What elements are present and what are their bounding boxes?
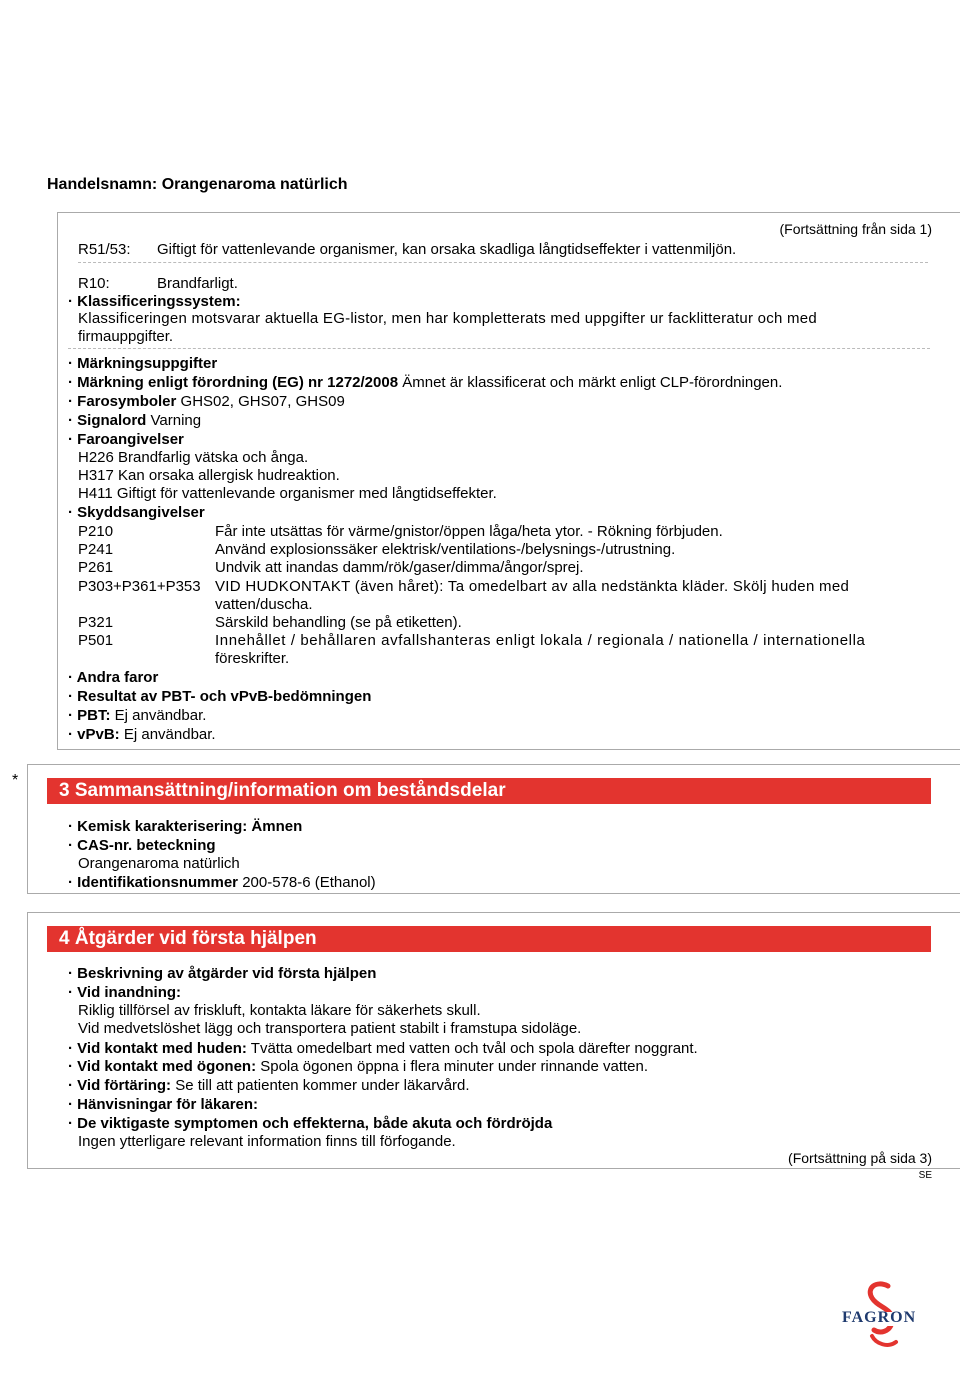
r51-code: R51/53: [78,241,131,258]
divider [68,348,930,349]
precaution-text-cont: vatten/duscha. [215,596,313,613]
pbt-label: · PBT: [68,707,111,724]
continued-to: (Fortsättning på sida 3) [788,1150,932,1166]
chem-characterization: · Kemisk karakterisering: Ämnen [68,818,303,835]
inhalation-text-2: Vid medvetslöshet lägg och transportera patient stabilt i framstupa sidoläge. [78,1020,582,1037]
print-date: Datum för utskrift: 21.12.2012 [721,102,932,119]
precaution-code: P303+P361+P353 [78,578,201,595]
precaution-code: P210 [78,523,114,540]
precaution-text: VID HUDKONTAKT (även håret): Ta omedelbart av alla nedstänkta kläder. Skölj huden med [215,578,850,595]
pictograms-label: · Farosymboler [68,393,177,410]
pbt-row [68,707,206,724]
signal-label: · Signalord [68,412,147,429]
precaution-text: Särskild behandling (se på etiketten). [215,614,462,631]
classification-text-2: firmauppgifter. [78,328,174,345]
change-marker: * [12,772,19,789]
precaution-text: Innehållet / behållaren avfallshanteras enligt lokala / regionala / nationella / internationella [215,632,866,649]
labelling-reg [68,374,782,391]
fagron-logo [836,1278,928,1364]
precaution-code: P261 [78,559,114,576]
id-text: 200-578-6 (Ethanol) [238,874,376,891]
precaution-label: · Skyddsangivelser [68,504,205,521]
precaution-code: P501 [78,632,114,649]
r10-text: Brandfarligt. [157,275,238,292]
symptoms-label: · De viktigaste symptomen och effekterna, både akuta och fördröjda [68,1115,553,1132]
vpvb-text: Ej användbar. [119,726,216,743]
language-code: SE [918,1170,932,1181]
symptoms-text: Ingen ytterligare relevant information finns till förfogande. [78,1133,456,1150]
signal-text: Varning [146,412,202,429]
r10-code: R10: [78,275,110,292]
classification-text: Klassificeringen motsvarar aktuella EG-listor, men har kompletterats med uppgifter ur facklitteratur och med [78,310,817,327]
cas-text: Orangenaroma natürlich [78,855,240,872]
doctor-label: · Hänvisningar för läkaren: [68,1096,259,1113]
id-label: · Identifikationsnummer [68,874,239,891]
hazard-label: · Faroangivelser [68,431,184,448]
precaution-text: Använd explosionssäker elektrisk/ventilations-/belysnings-/utrustning. [215,541,676,558]
precaution-text: Undvik att inandas damm/rök/gaser/dimma/ångor/sprej. [215,559,584,576]
precaution-code: P241 [78,541,114,558]
h317: H317 Kan orsaka allergisk hudreaktion. [78,467,340,484]
first-aid-desc-label: · Beskrivning av åtgärder vid första hjälpen [68,965,377,982]
skin-contact [68,1040,698,1057]
precaution-text-cont: föreskrifter. [215,650,290,667]
classification-label: · Klassificeringssystem: [68,293,241,310]
pictograms [68,393,345,410]
labelling-label: · Märkningsuppgifter [68,355,218,372]
precaution-code: P321 [78,614,114,631]
version-number: Versionsnummer 17 [789,140,932,157]
divider [78,262,928,263]
document-subtitle: Enligt 1907/2006/EG, Artikel 31 [47,108,294,127]
continued-from: (Fortsättning från sida 1) [779,221,932,237]
pbt-text: Ej användbar. [110,707,207,724]
revised-date: Omarbetad: 21.12.2012 [762,121,932,138]
eye-label: · Vid kontakt med ögonen: [68,1058,257,1075]
eye-text: Spola ögonen öppna i flera minuter under rinnande vatten. [256,1058,649,1075]
h411: H411 Giftigt för vattenlevande organismer med långtidseffekter. [78,485,497,502]
h226: H226 Brandfarlig vätska och ånga. [78,449,309,466]
pictograms-text: GHS02, GHS07, GHS09 [176,393,345,410]
labelling-reg-label: · Märkning enligt förordning (EG) nr 1272/2008 [68,374,399,391]
vpvb-label: · vPvB: [68,726,120,743]
vpvb-row [68,726,216,743]
trade-name: Handelsnamn: Orangenaroma natürlich [47,176,348,193]
identification [68,874,376,891]
page-number: Sida: 2 / 7 [855,74,932,93]
inhalation-text: Riklig tillförsel av friskluft, kontakta läkare för säkerhets skull. [78,1002,481,1019]
skin-label: · Vid kontakt med huden: [68,1040,247,1057]
cas-label: · CAS-nr. beteckning [68,837,216,854]
section-3-heading: 3 Sammansättning/information om beståndsdelar [47,778,931,804]
signal-word [68,412,201,429]
fagron-logo-text: FAGRON [842,1309,917,1326]
inhalation-label: · Vid inandning: [68,984,182,1001]
precaution-text: Får inte utsättas för värme/gnistor/öppen låga/heta ytor. - Rökning förbjuden. [215,523,723,540]
skin-text: Tvätta omedelbart med vatten och tvål och spola därefter noggrant. [246,1040,698,1057]
other-hazards-label: · Andra faror [68,669,159,686]
labelling-reg-text: Ämnet är klassificerat och märkt enligt CLP-förordningen. [398,374,783,391]
eye-contact [68,1058,648,1075]
document-title: Säkerhetsdatablad [47,74,323,109]
section-4-heading: 4 Åtgärder vid första hjälpen [47,926,931,952]
ingestion [68,1077,470,1094]
r51-text: Giftigt för vattenlevande organismer, kan orsaka skadliga långtidseffekter i vattenmiljön. [157,241,737,258]
pbt-result-label: · Resultat av PBT- och vPvB-bedömningen [68,688,372,705]
ingest-text: Se till att patienten kommer under läkarvård. [171,1077,470,1094]
ingest-label: · Vid förtäring: [68,1077,172,1094]
